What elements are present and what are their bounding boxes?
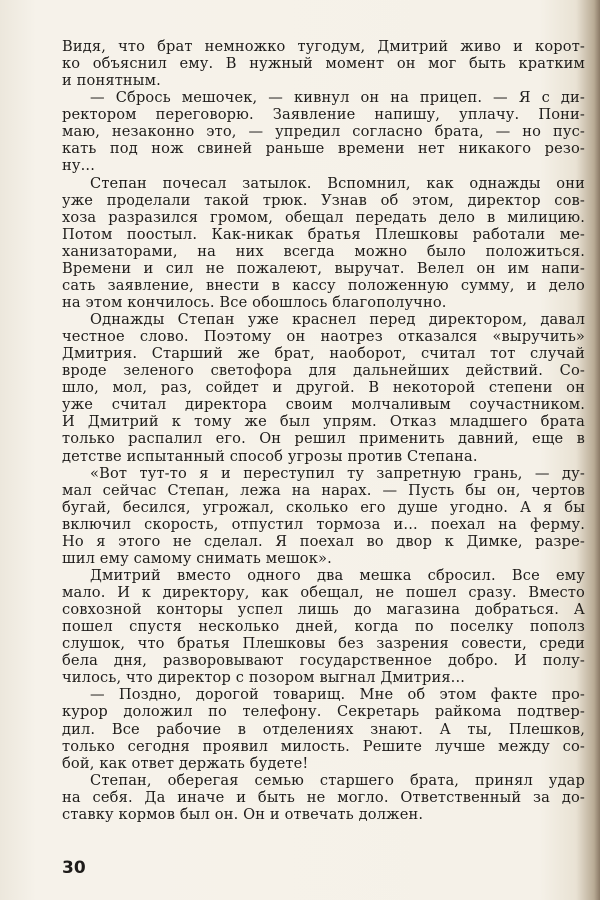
text-line: и понятным. [62, 72, 161, 90]
text-line: Степан, оберегая семью старшего брата, принял удар [90, 771, 585, 789]
text-line: шил ему самому снимать мешок». [62, 549, 332, 567]
text-line: ну... [62, 157, 95, 175]
text-line: вроде зеленого светофора для дальнейших действий. Со- [62, 362, 585, 380]
text-line: ко объяснил ему. В нужный момент он мог быть кратким [62, 55, 585, 73]
text-line: Степан почесал затылок. Вспомнил, как однажды они [90, 174, 585, 192]
text-line: шло, мол, раз, сойдет и другой. В некоторой степени он [62, 379, 585, 397]
text-line: ставку кормов был он. Он и отвечать должен. [62, 805, 424, 823]
text-line: уже проделали такой трюк. Узнав об этом, директор сов- [62, 191, 585, 209]
text-line: на себя. Да иначе и быть не могло. Ответственный за до- [62, 788, 585, 806]
text-line: на этом кончилось. Все обошлось благополучно. [62, 293, 447, 311]
text-line: только распалил его. Он решил применить давний, еще в [62, 430, 585, 448]
page-number: 30 [62, 858, 86, 878]
text-line: дил. Все рабочие в отделениях знают. А ты, Плешков, [62, 720, 585, 738]
text-line: «Вот тут-то я и переступил ту запретную грань, — ду- [90, 464, 585, 482]
text-line: включил скорость, отпустил тормоза и... поехал на ферму. [62, 515, 585, 533]
text-line: курор доложил по телефону. Секретарь райкома подтвер- [62, 703, 585, 721]
page-body-text [62, 38, 585, 823]
text-line: честное слово. Поэтому он наотрез отказался «выручить» [62, 328, 585, 346]
text-line: Дмитрий вместо одного два мешка сбросил. Все ему [90, 566, 585, 584]
text-line: Но я этого не сделал. Я поехал во двор к Димке, разре- [62, 532, 585, 550]
text-line: сать заявление, внести в кассу положенную сумму, и дело [62, 276, 585, 294]
text-line: бела дня, разворовывают государственное добро. И полу- [62, 652, 585, 670]
text-line: слушок, что братья Плешковы без зазрения совести, среди [62, 635, 585, 653]
text-line: бой, как ответ держать будете! [62, 754, 309, 772]
text-line: — Сбрось мешочек, — кивнул он на прицеп. — Я с ди- [90, 89, 585, 107]
text-line: ректором переговорю. Заявление напишу, уплачу. Пони- [62, 106, 585, 124]
text-line: пошел спустя несколько дней, когда по поселку пополз [62, 618, 585, 636]
text-line: мало. И к директору, как обещал, не пошел сразу. Вместо [62, 584, 585, 601]
text-line: Видя, что брат немножко тугодум, Дмитрий живо и корот- [62, 38, 585, 55]
text-line: мал сейчас Степан, лежа на нарах. — Пусть бы он, чертов [62, 481, 585, 499]
text-line: кать под нож свиней раньше времени нет никакого резо- [62, 140, 585, 158]
text-line: хоза разразился громом, обещал передать дело в милицию. [62, 208, 585, 226]
text-line: И Дмитрий к тому же был упрям. Отказ младшего брата [62, 413, 585, 431]
text-line: бугай, бесился, угрожал, сколько его душе угодно. А я бы [62, 498, 585, 516]
text-line: совхозной конторы успел лишь до магазина добраться. А [62, 601, 585, 619]
text-line: только сегодня проявил милость. Решите лучше между со- [62, 737, 585, 755]
text-line: маю, незаконно это, — упредил согласно брата, — но пус- [62, 123, 585, 141]
text-line: Дмитрия. Старший же брат, наоборот, считал тот случай [62, 345, 585, 363]
text-line: ханизаторами, на них всегда можно было положиться. [62, 242, 585, 260]
text-line: Времени и сил не пожалеют, выручат. Велел он им напи- [62, 259, 585, 277]
text-line: уже считал директора своим молчаливым соучастником. [62, 396, 585, 414]
text-line: чилось, что директор с позором выгнал Дмитрия... [62, 669, 466, 687]
text-line: детстве испытанный способ угрозы против Степана. [62, 447, 478, 465]
text-line: Однажды Степан уже краснел перед директором, давал [90, 311, 585, 328]
text-line: — Поздно, дорогой товарищ. Мне об этом факте про- [90, 686, 585, 704]
text-line: Потом поостыл. Как-никак братья Плешковы работали ме- [62, 225, 585, 243]
